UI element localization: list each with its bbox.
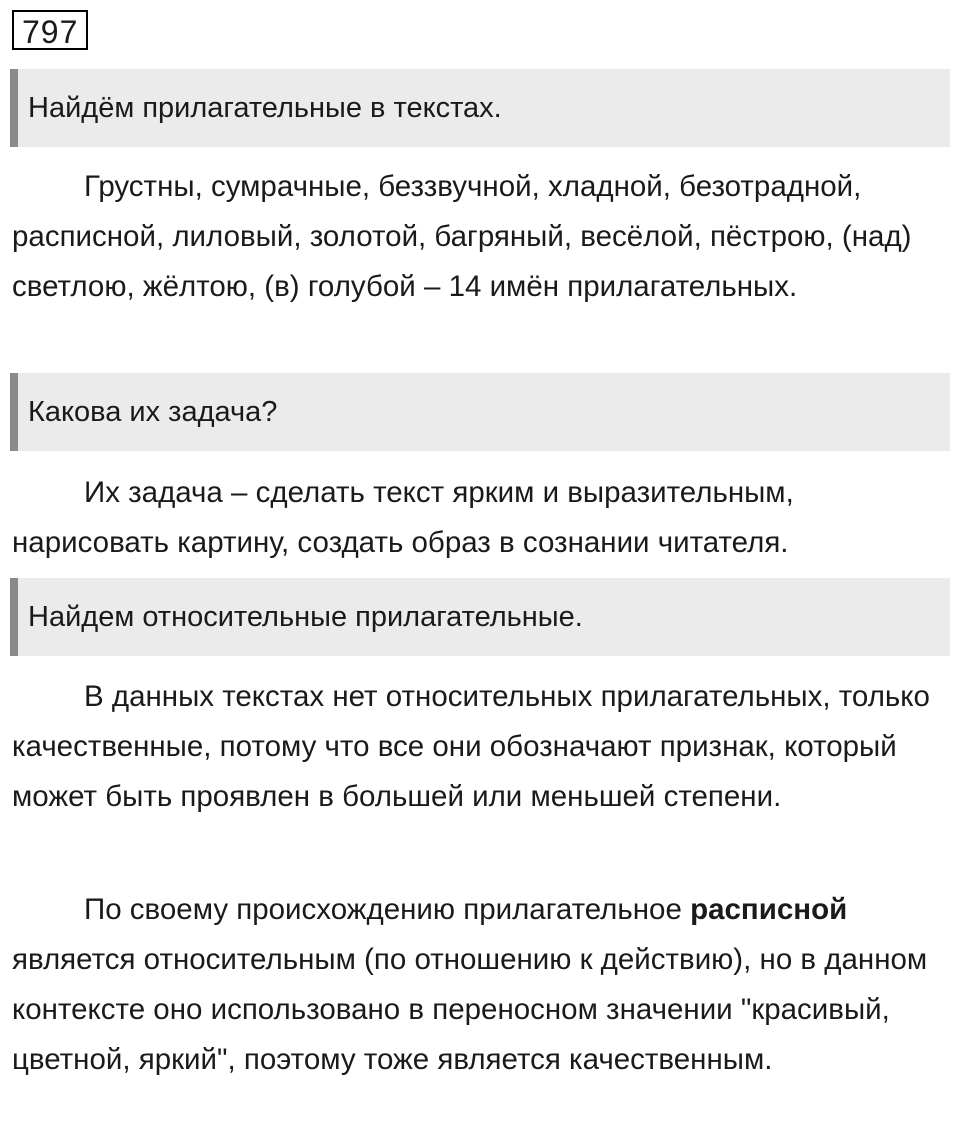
task-number: 797 [12, 10, 88, 50]
answer-4-start: По своему происхождению прилагательное [84, 893, 691, 926]
question-2: Какова их задача? [10, 373, 950, 451]
question-1: Найдём прилагательные в текстах. [10, 69, 950, 147]
answer-2: Их задача – сделать текст ярким и выразительным, нарисовать картину, создать образ в сознании читателя. [12, 476, 794, 559]
answer-3: В данных текстах нет относительных прилагательных, только качественные, потому что все они обозначают признак, который может быть проявлен в большей или меньшей степени. [12, 680, 930, 813]
question-3: Найдем относительные прилагательные. [10, 578, 950, 656]
answer-4 [12, 885, 948, 1085]
answer-1: Грустны, сумрачные, беззвучной, хладной, безотрадной, расписной, лиловый, золотой, багряный, весёлой, пёстрою, (над) светлою, жёлтою, (в) голубой – 14 имён прилагательных. [12, 170, 912, 303]
highlighted-word: расписной [690, 893, 848, 926]
answer-4-end: является относительным (по отношению к действию), но в данном контексте оно использовано в переносном значении "красивый, цветной, яркий", поэтому тоже является качественным. [12, 943, 928, 1076]
